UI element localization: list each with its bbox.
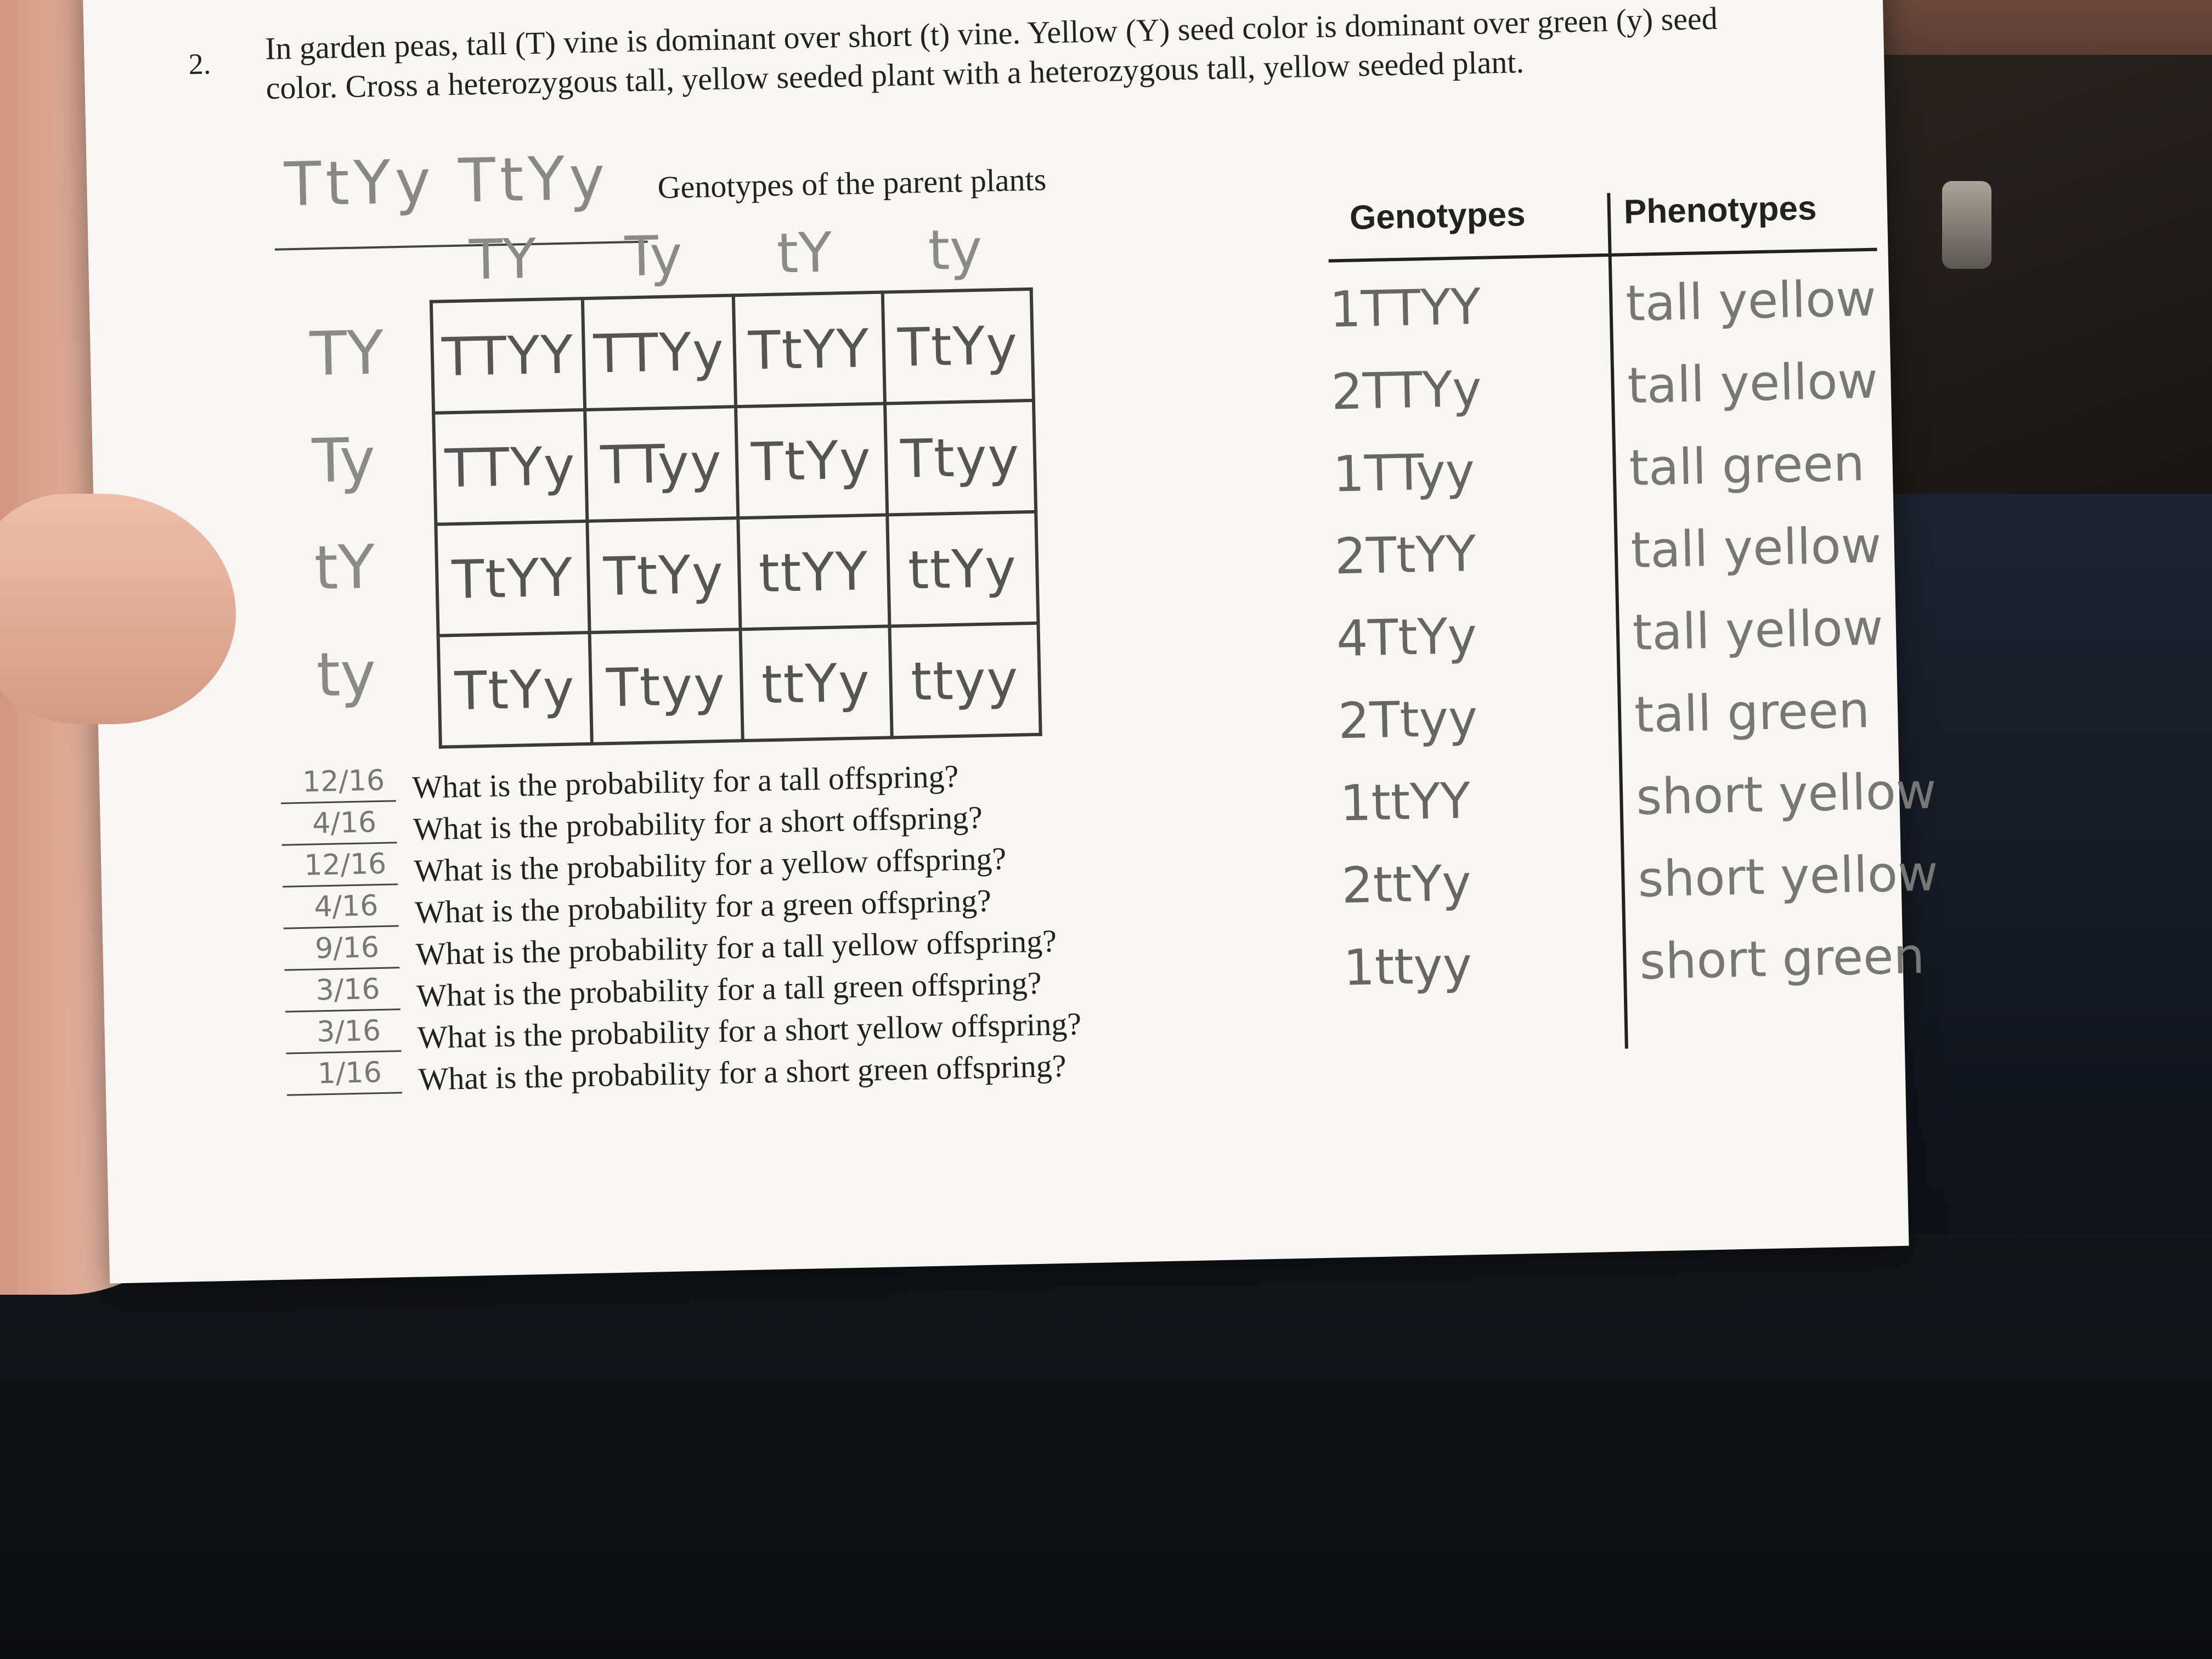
punnett-cell: TTyy (585, 407, 738, 521)
phenotype-entry: short yellow (1635, 762, 1937, 827)
zipper-pull (1942, 181, 1991, 269)
parent-genotypes-handwritten: TtYy TtYy (284, 142, 610, 220)
question-label: What is the probability for a tall offspring? (411, 758, 959, 805)
answer-line[interactable] (282, 842, 397, 845)
genotype-phenotype-table (1327, 187, 1939, 1077)
answer-line[interactable] (286, 1050, 402, 1054)
answer-line[interactable] (287, 1092, 402, 1096)
gamete-left: ty (315, 639, 377, 710)
question-label: What is the probability for a tall green offspring? (416, 964, 1042, 1014)
question-label: What is the probability for a short offspring? (413, 799, 983, 847)
answer-line[interactable] (283, 883, 398, 887)
genotype-entry: 2TtYY (1334, 525, 1477, 586)
gamete-top: TY (469, 226, 537, 292)
punnett-cell: TtYy (438, 633, 592, 747)
punnett-cell: ttYy (887, 512, 1038, 627)
worksheet-paper (82, 0, 1939, 1283)
phenotypes-header: Phenotypes (1623, 189, 1818, 232)
phenotype-entry: tall yellow (1630, 516, 1882, 580)
answer-handwritten: 4/16 (313, 889, 379, 924)
answer-line[interactable] (285, 1008, 400, 1012)
punnett-cell: TtYy (736, 404, 887, 518)
parent-genotypes-label: Genotypes of the parent plants (657, 161, 1047, 206)
gamete-left: Ty (311, 425, 376, 496)
phenotype-entry: tall yellow (1627, 352, 1878, 415)
phenotype-entry: short green (1639, 927, 1926, 991)
answer-line[interactable] (284, 925, 399, 929)
phenotype-entry: tall green (1628, 435, 1865, 498)
punnett-row (431, 289, 1034, 413)
gamete-top: ty (927, 217, 983, 283)
gamete-top: Ty (624, 223, 683, 289)
question-text: In garden peas, tall (T) vine is dominant over short (t) vine. Yellow (Y) seed color is dominant over green (y) seed color. Cross a heterozygous tall, yellow seeded plant with a heterozygous tall, yellow seeded plant. (264, 0, 1718, 106)
genotype-entry: 2TTYy (1330, 360, 1482, 421)
punnett-cell: TTYY (431, 298, 585, 413)
background-lap (0, 1234, 2212, 1659)
genotype-entry: 1ttyy (1342, 936, 1473, 997)
question-number: 2. (188, 47, 211, 81)
question-label: What is the probability for a tall yellow offspring? (415, 923, 1057, 972)
question-label: What is the probability for a green offspring? (414, 882, 992, 930)
punnett-square (430, 287, 1042, 749)
phenotype-entry: tall yellow (1625, 269, 1877, 333)
phenotype-entry: short yellow (1637, 844, 1939, 909)
genotype-entry: 1ttYY (1339, 772, 1471, 833)
probability-questions (280, 750, 1220, 1103)
punnett-top-gametes (428, 216, 1032, 292)
punnett-row (436, 512, 1038, 636)
question-label: What is the probability for a short yellow offspring? (417, 1006, 1082, 1056)
punnett-cell: TtYy (882, 289, 1033, 404)
genotype-entry: 2ttYy (1341, 854, 1472, 915)
table-header-rule (1329, 248, 1877, 263)
genotype-entry: 4TtYy (1336, 607, 1477, 668)
punnett-cell: Ttyy (885, 400, 1036, 515)
punnett-cell: Ttyy (589, 629, 743, 744)
answer-handwritten: 12/16 (303, 847, 387, 882)
genotype-entry: 2Ttyy (1338, 690, 1479, 751)
genotype-entry: 1TTyy (1332, 443, 1476, 504)
answer-handwritten: 9/16 (314, 931, 380, 966)
genotype-entry: 1TTYY (1329, 278, 1482, 339)
punnett-cell: TtYy (587, 518, 741, 633)
gamete-top: tY (776, 220, 833, 286)
phenotype-entry: tall green (1634, 681, 1871, 744)
punnett-cell: ttYY (738, 515, 889, 629)
genotypes-header: Genotypes (1349, 195, 1526, 237)
punnett-cell: ttYy (741, 626, 892, 741)
punnett-row (438, 623, 1041, 747)
punnett-row (433, 400, 1036, 524)
gamete-left: tY (313, 532, 376, 603)
answer-handwritten: 3/16 (316, 1014, 381, 1049)
punnett-cell: TtYY (733, 292, 885, 407)
punnett-cell: TTYy (433, 410, 587, 524)
answer-handwritten: 12/16 (302, 764, 385, 799)
answer-line[interactable] (284, 967, 399, 970)
table-column-rule (1607, 193, 1628, 1049)
answer-line[interactable] (281, 800, 396, 804)
answer-handwritten: 4/16 (312, 806, 377, 840)
punnett-cell: ttyy (889, 623, 1040, 738)
gamete-left: TY (309, 317, 385, 390)
question-label: What is the probability for a short green offspring? (417, 1047, 1067, 1097)
punnett-cell: TTYy (583, 295, 736, 410)
question-label: What is the probability for a yellow offspring? (413, 840, 1007, 889)
punnett-cell: TtYY (436, 521, 589, 636)
answer-handwritten: 1/16 (317, 1056, 382, 1091)
answer-handwritten: 3/16 (315, 973, 381, 1007)
phenotype-entry: tall yellow (1632, 599, 1884, 662)
